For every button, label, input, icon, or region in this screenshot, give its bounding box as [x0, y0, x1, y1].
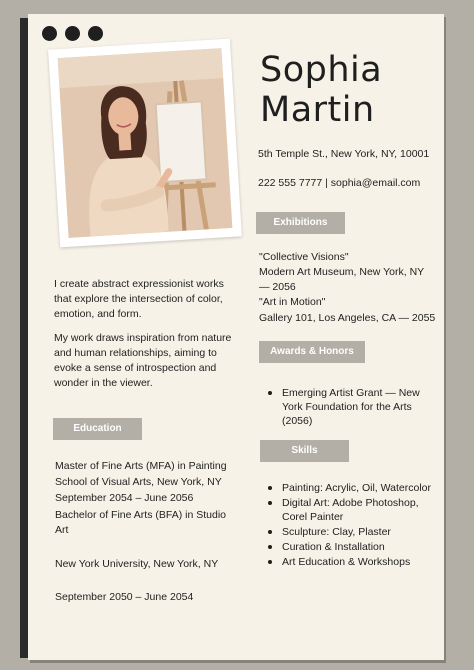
education-line: September 2050 – June 2054	[55, 591, 194, 603]
exhibition-line: Modern Art Museum, New York, NY — 2056	[259, 266, 424, 293]
list-item: Curation & Installation	[262, 540, 432, 554]
awards-list	[262, 386, 422, 429]
education-line: School of Visual Arts, New York, NY	[55, 476, 222, 488]
education-line: Master of Fine Arts (MFA) in Painting	[55, 460, 227, 472]
education-line: New York University, New York, NY	[55, 558, 219, 570]
last-name: Martin	[260, 90, 375, 130]
list-item: Sculpture: Clay, Plaster	[262, 525, 432, 539]
first-name: Sophia	[260, 50, 383, 90]
about-paragraph-2: My work draws inspiration from nature and human relationships, aiming to evoke a sense of introspection and wonder in the viewer.	[54, 332, 232, 389]
contact-address: 5th Temple St., New York, NY, 10001	[258, 148, 430, 160]
name-heading	[260, 50, 382, 130]
education-label: Education	[53, 418, 142, 440]
contact-phone-email: 222 555 7777 | sophia@email.com	[258, 177, 421, 189]
skills-label: Skills	[260, 440, 349, 462]
exhibitions-label: Exhibitions	[256, 212, 345, 234]
list-item: Digital Art: Adobe Photoshop, Corel Painter	[262, 496, 432, 524]
list-item: Emerging Artist Grant — New York Foundation for the Arts (2056)	[262, 386, 422, 428]
artist-portrait-image	[58, 48, 233, 238]
window-dots	[42, 26, 103, 41]
dot-icon	[88, 26, 103, 41]
list-item: Art Education & Workshops	[262, 555, 432, 569]
exhibition-line: Gallery 101, Los Angeles, CA — 2055	[259, 312, 436, 324]
education-line: September 2054 – June 2056	[55, 492, 194, 504]
skills-list	[262, 481, 432, 570]
about-paragraph-1: I create abstract expressionist works that explore the intersection of color, emotion, and form.	[54, 278, 224, 320]
exhibition-line: "Collective Visions"	[259, 251, 349, 263]
resume-page	[28, 14, 444, 660]
dot-icon	[42, 26, 57, 41]
education-line: Bachelor of Fine Arts (BFA) in Studio Art	[55, 509, 226, 536]
dot-icon	[65, 26, 80, 41]
exhibition-line: "Art in Motion"	[259, 296, 326, 308]
list-item: Painting: Acrylic, Oil, Watercolor	[262, 481, 432, 495]
awards-label: Awards & Honors	[259, 341, 365, 363]
profile-photo	[48, 39, 242, 248]
